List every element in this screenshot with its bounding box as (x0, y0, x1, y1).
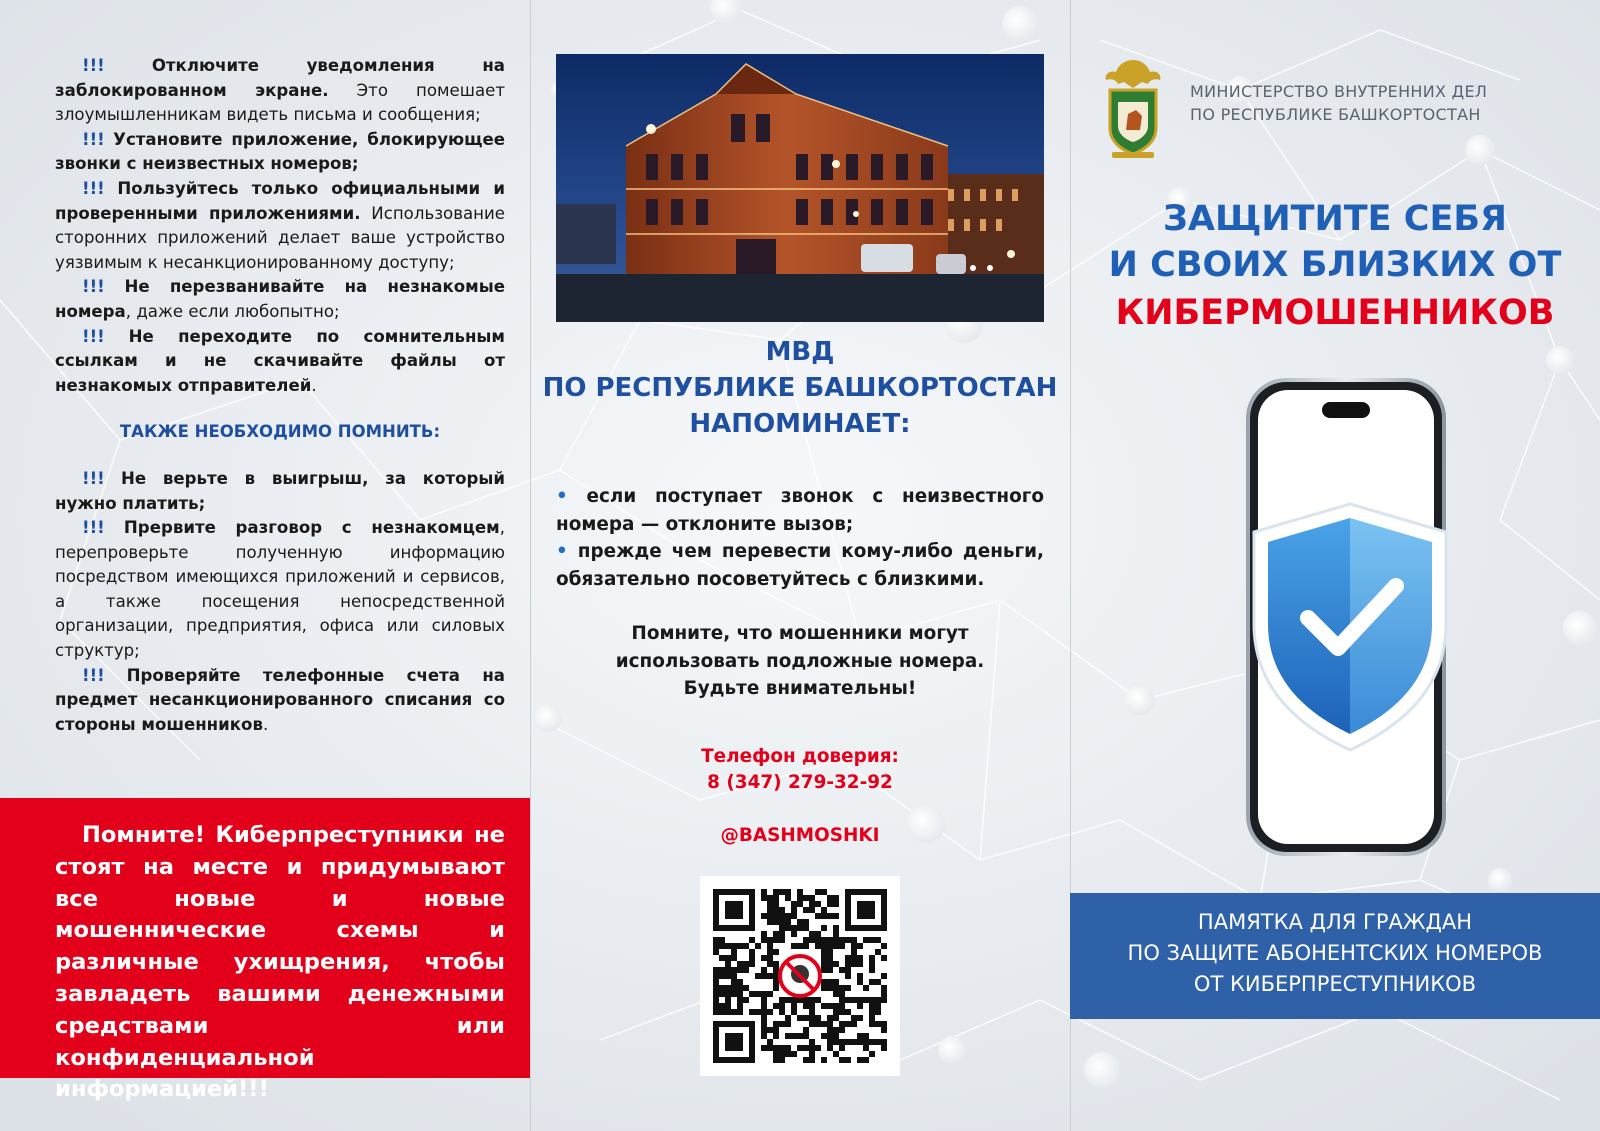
tip: !!! Не переходите по сомнительным ссылкам и не скачивайте файлы от незнакомых отправителей. (55, 326, 505, 395)
tip: !!! Установите приложение, блокирующее звонки с неизвестных номеров; (55, 129, 506, 174)
list-item: • если поступает звонок с неизвестного номера — отклоните вызов; (556, 486, 1044, 535)
marker-icon: !!! (82, 468, 105, 488)
headline-accent: КИБЕРМОШЕННИКОВ (1115, 293, 1555, 333)
smartphone-icon (1220, 372, 1480, 862)
qr-code-graphic (700, 876, 900, 1076)
bullet-icon: • (556, 486, 568, 507)
marker-icon: !!! (82, 326, 105, 346)
tip: !!! Проверяйте телефонные счета на предмет несанкционированного списания со стороны мошенников. (55, 665, 505, 734)
mvd-title: МВД ПО РЕСПУБЛИКЕ БАШКОРТОСТАН НАПОМИНАЕТ: (542, 337, 1058, 439)
bullet-icon: • (556, 541, 568, 562)
warning-text: Помните! Киберпреступники не стоят на месте и придумывают все новые и новые мошеннические схемы и различные ухищрения, чтобы завладеть вашими денежными средствами или конфиденциальной информацией!!! (55, 822, 505, 1103)
marker-icon: !!! (82, 178, 105, 198)
safety-tips (55, 54, 505, 737)
headline-line: И СВОИХ БЛИЗКИХ ОТ (1108, 245, 1562, 285)
right-panel (1070, 0, 1600, 1131)
left-panel (0, 0, 530, 1131)
marker-icon: !!! (82, 665, 105, 685)
memo-banner: ПАМЯТКА ДЛЯ ГРАЖДАН ПО ЗАЩИТЕ АБОНЕНТСКИХ НОМЕРОВ ОТ КИБЕРПРЕСТУПНИКОВ (1070, 893, 1600, 1019)
tip: !!! Не верьте в выигрыш, за который нужно платить; (55, 468, 505, 513)
marker-icon: !!! (82, 277, 105, 297)
hotline-label: Телефон доверия: (701, 746, 899, 767)
middle-panel (530, 0, 1070, 1131)
marker-icon: !!! (82, 129, 105, 149)
reminder-text: Помните, что мошенники могут использовать подложные номера. Будьте внимательны! (615, 623, 985, 699)
marker-icon: !!! (82, 518, 105, 538)
advice-list (556, 483, 1044, 593)
tip: !!! Прервите разговор с незнакомцем, перепроверьте полученную информацию посредством имеющихся приложений и сервисов, а также посещения непосредственной организации, предприятия, офиса или силовых структур; (55, 518, 506, 661)
marker-icon: !!! (82, 56, 105, 75)
section-subheading: ТАКЖЕ НЕОБХОДИМО ПОМНИТЬ: (119, 422, 441, 442)
warning-box (0, 798, 530, 1103)
tip: !!! Пользуйтесь только официальными и проверенными приложениями. Использование сторонних приложений делает ваше устройство уязвимым к несанкционированному доступу; (55, 178, 505, 272)
channel-handle[interactable]: @BASHMOSHKI (720, 825, 880, 846)
hotline-number[interactable]: 8 (347) 279-32-92 (707, 772, 893, 793)
building-photo (556, 54, 1044, 322)
police-emblem-icon (1098, 56, 1168, 160)
qr-code-icon[interactable] (700, 876, 900, 1076)
tip: !!! Не перезванивайте на незнакомые номера, даже если любопытно; (55, 277, 505, 321)
tip: !!! Отключите уведомления на заблокированном экране. Это помешает злоумышленникам видеть письма и сообщения; (55, 56, 505, 125)
ministry-name: МИНИСТЕРСТВО ВНУТРЕННИХ ДЕЛ ПО РЕСПУБЛИКЕ БАШКОРТОСТАН (1190, 82, 1488, 124)
no-fraud-icon (780, 956, 820, 996)
list-item: • прежде чем перевести кому-либо деньги, обязательно посоветуйтесь с близкими. (556, 541, 1045, 590)
headline-line: ЗАЩИТИТЕ СЕБЯ (1162, 199, 1507, 239)
